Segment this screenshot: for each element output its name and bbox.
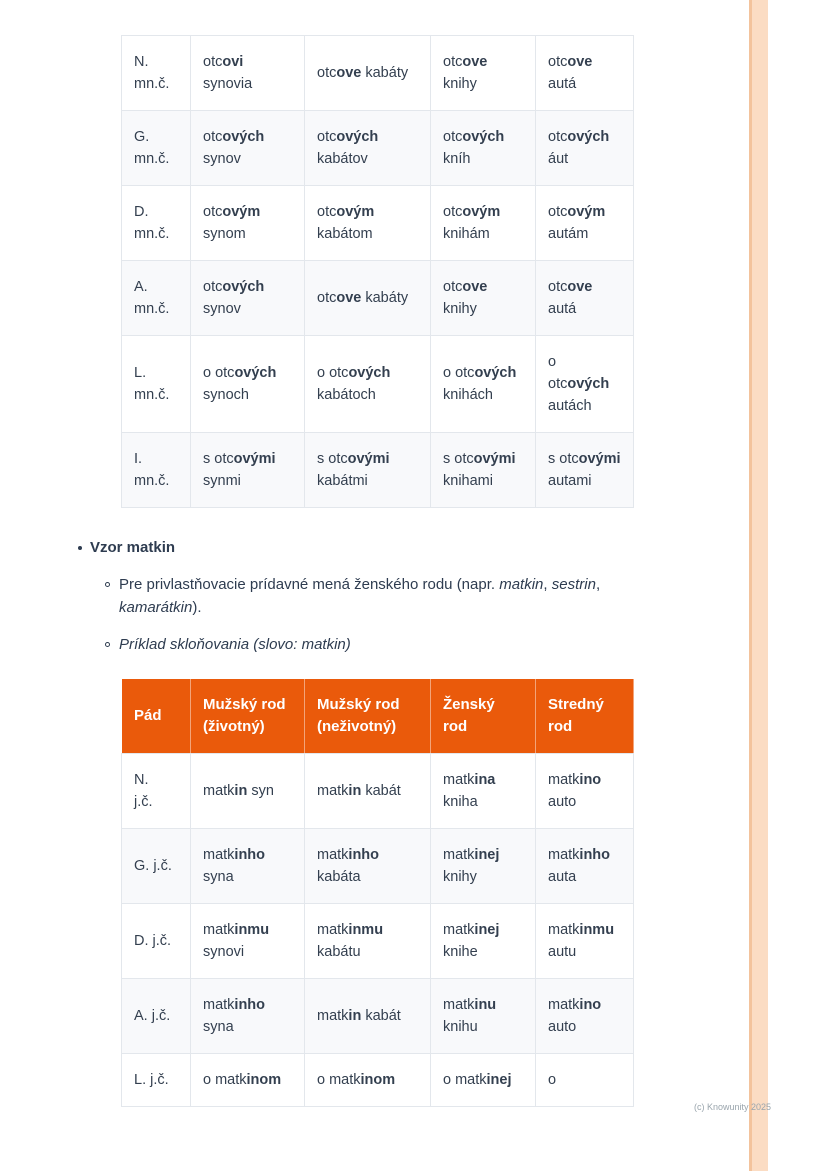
declension-cell: o matkinej (431, 1054, 536, 1107)
matkin-declension-table (121, 678, 634, 1107)
declension-cell: matkinho syna (191, 979, 305, 1054)
declension-cell: otcove kabáty (305, 36, 431, 111)
declension-cell: otcovým kabátom (305, 186, 431, 261)
declension-cell: otcovým synom (191, 186, 305, 261)
declension-cell: otcove kabáty (305, 261, 431, 336)
table-row (122, 433, 634, 508)
column-header-cell: Mužský rod (životný) (191, 679, 305, 754)
column-header-cell: Pád (122, 679, 191, 754)
case-label-cell: G. mn.č. (122, 111, 191, 186)
declension-cell: matkinej knihe (431, 904, 536, 979)
table-row (122, 111, 634, 186)
declension-cell: s otcovými kabátmi (305, 433, 431, 508)
column-header-cell: Mužský rod (neživotný) (305, 679, 431, 754)
case-label-cell: I. mn.č. (122, 433, 191, 508)
declension-cell: o otcových autách (536, 336, 634, 433)
table-row (122, 36, 634, 111)
declension-cell: matkinho kabáta (305, 829, 431, 904)
declension-cell: matkinho syna (191, 829, 305, 904)
declension-cell: matkino auto (536, 979, 634, 1054)
table-header-row (122, 679, 634, 754)
circle-bullet-icon (105, 582, 110, 587)
declension-cell: s otcovými knihami (431, 433, 536, 508)
declension-cell: otcove autá (536, 36, 634, 111)
case-label-cell: N. mn.č. (122, 36, 191, 111)
declension-cell: o otcových synoch (191, 336, 305, 433)
declension-cell: matkin syn (191, 754, 305, 829)
circle-bullet-icon (105, 642, 110, 647)
list-item-description (105, 573, 645, 619)
declension-cell: matkinu knihu (431, 979, 536, 1054)
case-label-cell: D. mn.č. (122, 186, 191, 261)
case-label-cell: A. j.č. (122, 979, 191, 1054)
declension-cell: matkin kabát (305, 754, 431, 829)
declension-cell: o matkinom (305, 1054, 431, 1107)
declension-cell: otcových kníh (431, 111, 536, 186)
case-label-cell: L. j.č. (122, 1054, 191, 1107)
case-label-cell: G. j.č. (122, 829, 191, 904)
watermark-text: (c) Knowunity 2025 (694, 1102, 772, 1112)
declension-cell: otcovým knihám (431, 186, 536, 261)
declension-cell: otcove knihy (431, 36, 536, 111)
case-label-cell: N. j.č. (122, 754, 191, 829)
table-row (122, 754, 634, 829)
page-edge-decoration (749, 0, 768, 1171)
declension-cell: otcových synov (191, 111, 305, 186)
column-header-cell: Stredný rod (536, 679, 634, 754)
declension-cell: otcove autá (536, 261, 634, 336)
declension-cell: matkinmu synovi (191, 904, 305, 979)
otcov-plural-declension-table (121, 35, 634, 508)
table-row (122, 261, 634, 336)
table-row (122, 904, 634, 979)
example-label: Príklad skloňovania (slovo: matkin) (119, 636, 351, 653)
declension-cell: matkin kabát (305, 979, 431, 1054)
table-row (122, 1054, 634, 1107)
declension-cell: otcových kabátov (305, 111, 431, 186)
declension-cell: otcovým autám (536, 186, 634, 261)
declension-cell: s otcovými synmi (191, 433, 305, 508)
table-row (122, 829, 634, 904)
list-item-example (105, 633, 645, 656)
declension-cell: otcovi synovia (191, 36, 305, 111)
description-text: Pre privlastňovacie prídavné mená ženského rodu (napr. matkin, sestrin, kamarátkin). (119, 576, 601, 616)
bullet-icon (78, 546, 82, 550)
table-row (122, 336, 634, 433)
declension-cell: o matkinom (191, 1054, 305, 1107)
declension-cell: matkinmu autu (536, 904, 634, 979)
declension-cell: matkinho auta (536, 829, 634, 904)
case-label-cell: D. j.č. (122, 904, 191, 979)
declension-cell: otcove knihy (431, 261, 536, 336)
column-header-cell: Ženský rod (431, 679, 536, 754)
list-item-heading (78, 536, 828, 559)
declension-cell: matkinej knihy (431, 829, 536, 904)
declension-cell: matkino auto (536, 754, 634, 829)
section-heading: Vzor matkin (90, 539, 176, 556)
declension-cell: o otcových knihách (431, 336, 536, 433)
case-label-cell: A. mn.č. (122, 261, 191, 336)
declension-cell: matkinmu kabátu (305, 904, 431, 979)
declension-cell: o (536, 1054, 634, 1107)
declension-cell: s otcovými autami (536, 433, 634, 508)
table-row (122, 186, 634, 261)
declension-cell: otcových synov (191, 261, 305, 336)
declension-cell: o otcových kabátoch (305, 336, 431, 433)
declension-cell: otcových áut (536, 111, 634, 186)
case-label-cell: L. mn.č. (122, 336, 191, 433)
declension-cell: matkina kniha (431, 754, 536, 829)
bullet-list (78, 536, 828, 656)
table-row (122, 979, 634, 1054)
